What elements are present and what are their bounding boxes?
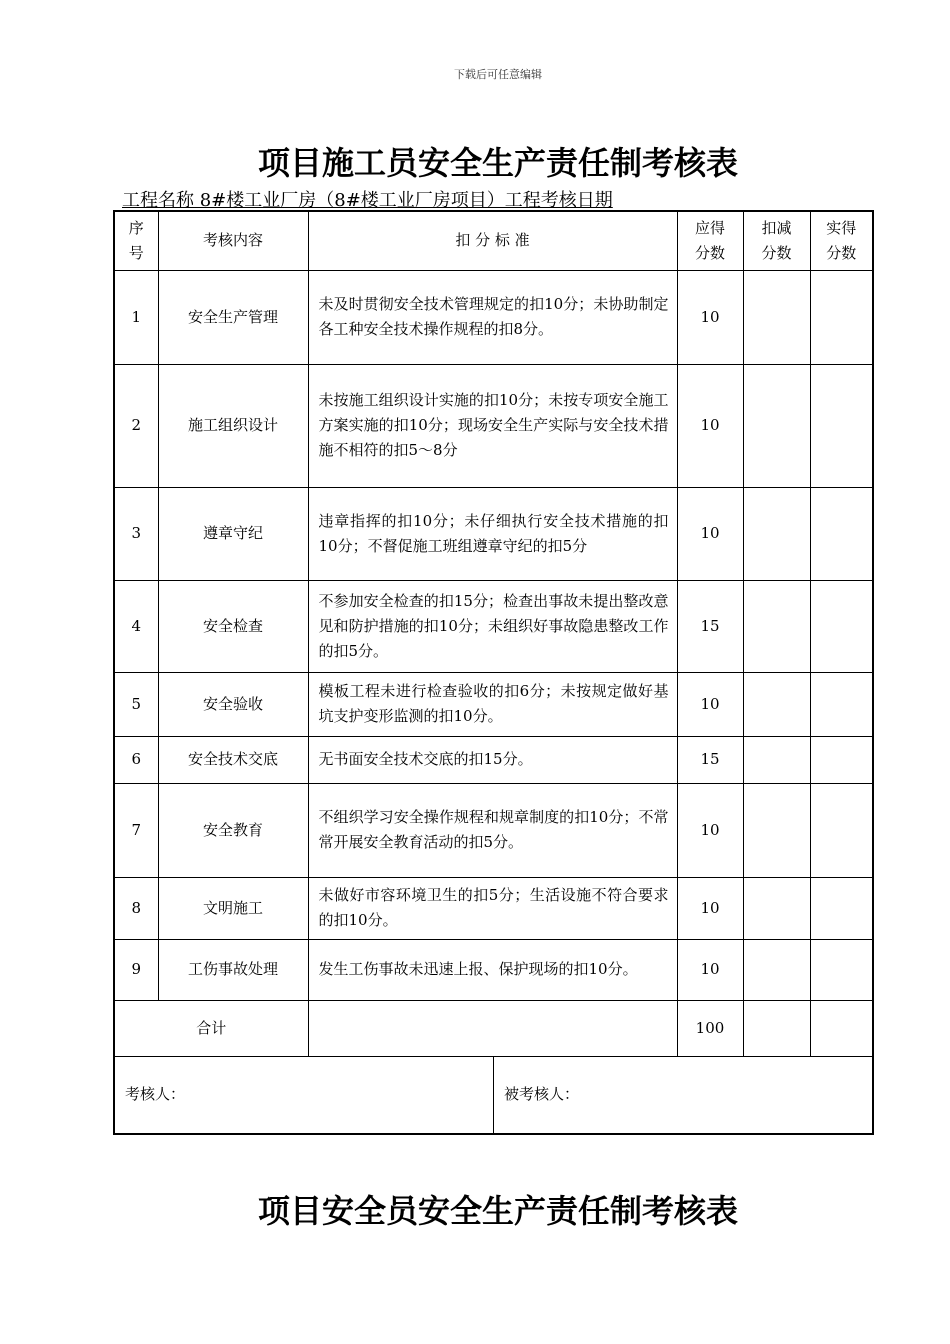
row-seq: 7: [114, 783, 158, 877]
row-due: 10: [677, 939, 743, 1000]
row-seq: 3: [114, 487, 158, 580]
header-due: 应得分数: [677, 211, 743, 270]
row-due: 10: [677, 364, 743, 487]
table-row: [114, 487, 873, 580]
row-content: 工伤事故处理: [158, 939, 308, 1000]
assessor-label: 考核人：: [125, 1085, 186, 1103]
row-actual[interactable]: [810, 487, 873, 580]
row-deduct[interactable]: [743, 487, 810, 580]
row-due: 10: [677, 783, 743, 877]
row-standard: 未做好市容环境卫生的扣5分；生活设施不符合要求的扣10分。: [308, 877, 677, 939]
row-seq: 4: [114, 580, 158, 672]
row-deduct[interactable]: [743, 939, 810, 1000]
header-content: 考核内容: [158, 211, 308, 270]
signature-blank[interactable]: [677, 1056, 873, 1134]
row-actual[interactable]: [810, 672, 873, 736]
table-row: [114, 939, 873, 1000]
table-header-row: [114, 211, 873, 270]
total-due: 100: [677, 1000, 743, 1056]
row-due: 15: [677, 736, 743, 783]
row-content: 安全检查: [158, 580, 308, 672]
total-actual[interactable]: [810, 1000, 873, 1056]
header-seq: 序号: [114, 211, 158, 270]
row-actual[interactable]: [810, 939, 873, 1000]
row-due: 10: [677, 270, 743, 364]
next-table-title: 项目安全员安全生产责任制考核表: [257, 1192, 738, 1230]
row-actual[interactable]: [810, 783, 873, 877]
row-standard: 违章指挥的扣10分；未仔细执行安全技术措施的扣10分；不督促施工班组遵章守纪的扣5分: [308, 487, 677, 580]
row-actual[interactable]: [810, 877, 873, 939]
total-row: [114, 1000, 873, 1056]
total-standard: [308, 1000, 677, 1056]
row-standard: 发生工伤事故未迅速上报、保护现场的扣10分。: [308, 939, 677, 1000]
row-content: 安全技术交底: [158, 736, 308, 783]
row-standard: 不组织学习安全操作规程和规章制度的扣10分；不常常开展安全教育活动的扣5分。: [308, 783, 677, 877]
assessor-field[interactable]: [115, 1057, 494, 1133]
project-info-text: 工程名称 8#楼工业厂房（8#楼工业厂房项目）工程考核日期: [122, 190, 613, 211]
row-seq: 8: [114, 877, 158, 939]
row-seq: 2: [114, 364, 158, 487]
table-row: [114, 672, 873, 736]
signature-split: [115, 1057, 677, 1133]
project-info-line: [122, 186, 681, 212]
header-actual: 实得分数: [810, 211, 873, 270]
total-deduct[interactable]: [743, 1000, 810, 1056]
row-deduct[interactable]: [743, 270, 810, 364]
row-actual[interactable]: [810, 270, 873, 364]
row-content: 遵章守纪: [158, 487, 308, 580]
row-due: 10: [677, 672, 743, 736]
row-actual[interactable]: [810, 580, 873, 672]
row-deduct[interactable]: [743, 783, 810, 877]
row-deduct[interactable]: [743, 877, 810, 939]
table-row: [114, 580, 873, 672]
page-title: 项目施工员安全生产责任制考核表: [257, 144, 738, 182]
table-row: [114, 364, 873, 487]
row-deduct[interactable]: [743, 364, 810, 487]
table-row: [114, 783, 873, 877]
row-deduct[interactable]: [743, 672, 810, 736]
row-content: 安全验收: [158, 672, 308, 736]
header-note: 下载后可任意编辑: [454, 68, 542, 81]
row-deduct[interactable]: [743, 736, 810, 783]
row-seq: 1: [114, 270, 158, 364]
total-label: 合计: [114, 1000, 308, 1056]
row-standard: 未按施工组织设计实施的扣10分；未按专项安全施工方案实施的扣10分；现场安全生产实际与安全技术措施不相符的扣5～8分: [308, 364, 677, 487]
row-content: 施工组织设计: [158, 364, 308, 487]
row-standard: 未及时贯彻安全技术管理规定的扣10分；未协助制定各工种安全技术操作规程的扣8分。: [308, 270, 677, 364]
row-seq: 6: [114, 736, 158, 783]
row-due: 10: [677, 487, 743, 580]
table-row: [114, 270, 873, 364]
assessment-table: [113, 210, 874, 1135]
row-actual[interactable]: [810, 736, 873, 783]
header-standard: 扣 分 标 准: [308, 211, 677, 270]
assessee-field[interactable]: [494, 1057, 677, 1133]
assessee-label: 被考核人：: [504, 1085, 580, 1103]
row-actual[interactable]: [810, 364, 873, 487]
row-standard: 无书面安全技术交底的扣15分。: [308, 736, 677, 783]
table-row: [114, 877, 873, 939]
row-deduct[interactable]: [743, 580, 810, 672]
row-seq: 9: [114, 939, 158, 1000]
row-content: 安全生产管理: [158, 270, 308, 364]
row-standard: 模板工程未进行检查验收的扣6分；未按规定做好基坑支护变形监测的扣10分。: [308, 672, 677, 736]
row-due: 15: [677, 580, 743, 672]
table-row: [114, 736, 873, 783]
row-standard: 不参加安全检查的扣15分；检查出事故未提出整改意见和防护措施的扣10分；未组织好事故隐患整改工作的扣5分。: [308, 580, 677, 672]
row-seq: 5: [114, 672, 158, 736]
row-content: 文明施工: [158, 877, 308, 939]
header-deduct: 扣减分数: [743, 211, 810, 270]
row-content: 安全教育: [158, 783, 308, 877]
row-due: 10: [677, 877, 743, 939]
signature-row: [114, 1056, 873, 1134]
signature-cell: [114, 1056, 677, 1134]
